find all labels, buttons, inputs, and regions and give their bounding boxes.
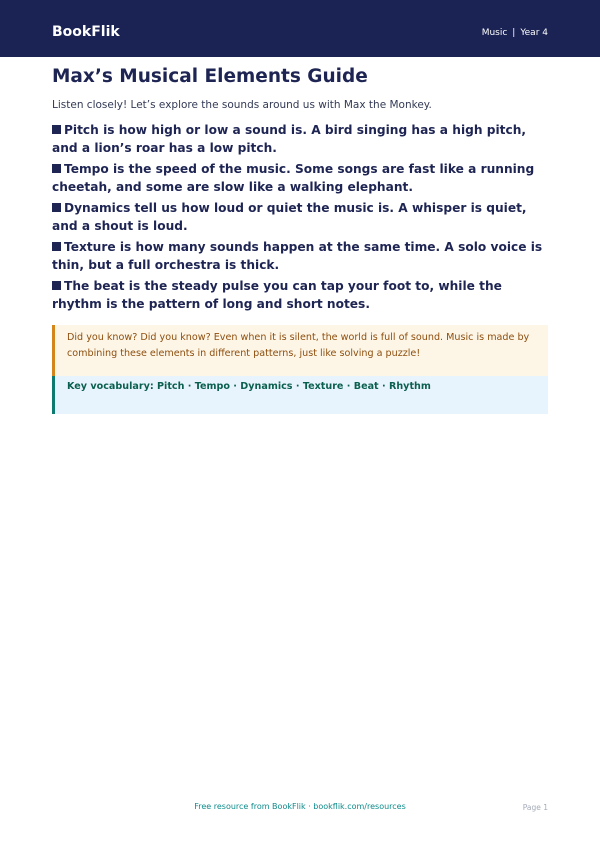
square-bullet-icon [52, 281, 61, 290]
square-bullet-icon [52, 242, 61, 251]
subject-name: Music [481, 28, 508, 38]
square-bullet-icon [52, 164, 61, 173]
square-bullet-icon [52, 203, 61, 212]
fact-text: Pitch is how high or low a sound is. A bird singing has a high pitch, and a lion’s roar has a low pitch. [52, 123, 527, 155]
facts-list [52, 122, 552, 317]
header-bar [0, 0, 600, 57]
fact-item-tempo [52, 161, 552, 196]
fact-item-beat-rhythm [52, 278, 552, 313]
square-bullet-icon [52, 125, 61, 134]
key-vocabulary-box: Key vocabulary: Pitch · Tempo · Dynamics · Texture · Beat · Rhythm [52, 376, 548, 414]
page-number: Page 1 [522, 803, 548, 812]
year-level: Year 4 [520, 28, 548, 38]
fact-text: The beat is the steady pulse you can tap your foot to, while the rhythm is the pattern of long and short notes. [52, 279, 502, 311]
subject-label [482, 28, 548, 38]
fact-text: Dynamics tell us how loud or quiet the music is. A whisper is quiet, and a shout is loud. [52, 201, 527, 233]
intro-text: Listen closely! Let’s explore the sounds around us with Max the Monkey. [52, 99, 432, 111]
fact-item-pitch [52, 122, 552, 157]
fact-item-dynamics [52, 200, 552, 235]
fact-text: Texture is how many sounds happen at the same time. A solo voice is thin, but a full orchestra is thick. [52, 240, 543, 272]
page-title: Max’s Musical Elements Guide [52, 66, 368, 87]
fact-item-texture [52, 239, 552, 274]
brand-logo[interactable]: BookFlik [52, 24, 120, 40]
footer-resource-link[interactable]: Free resource from BookFlik · bookflik.com/resources [194, 802, 406, 811]
did-you-know-callout: Did you know? Did you know? Even when it is silent, the world is full of sound. Music is made by combining these elements in different patterns, just like solving a puzzle! [52, 325, 548, 376]
subject-separator: | [512, 28, 516, 38]
fact-text: Tempo is the speed of the music. Some songs are fast like a running cheetah, and some are slow like a walking elephant. [52, 162, 535, 194]
